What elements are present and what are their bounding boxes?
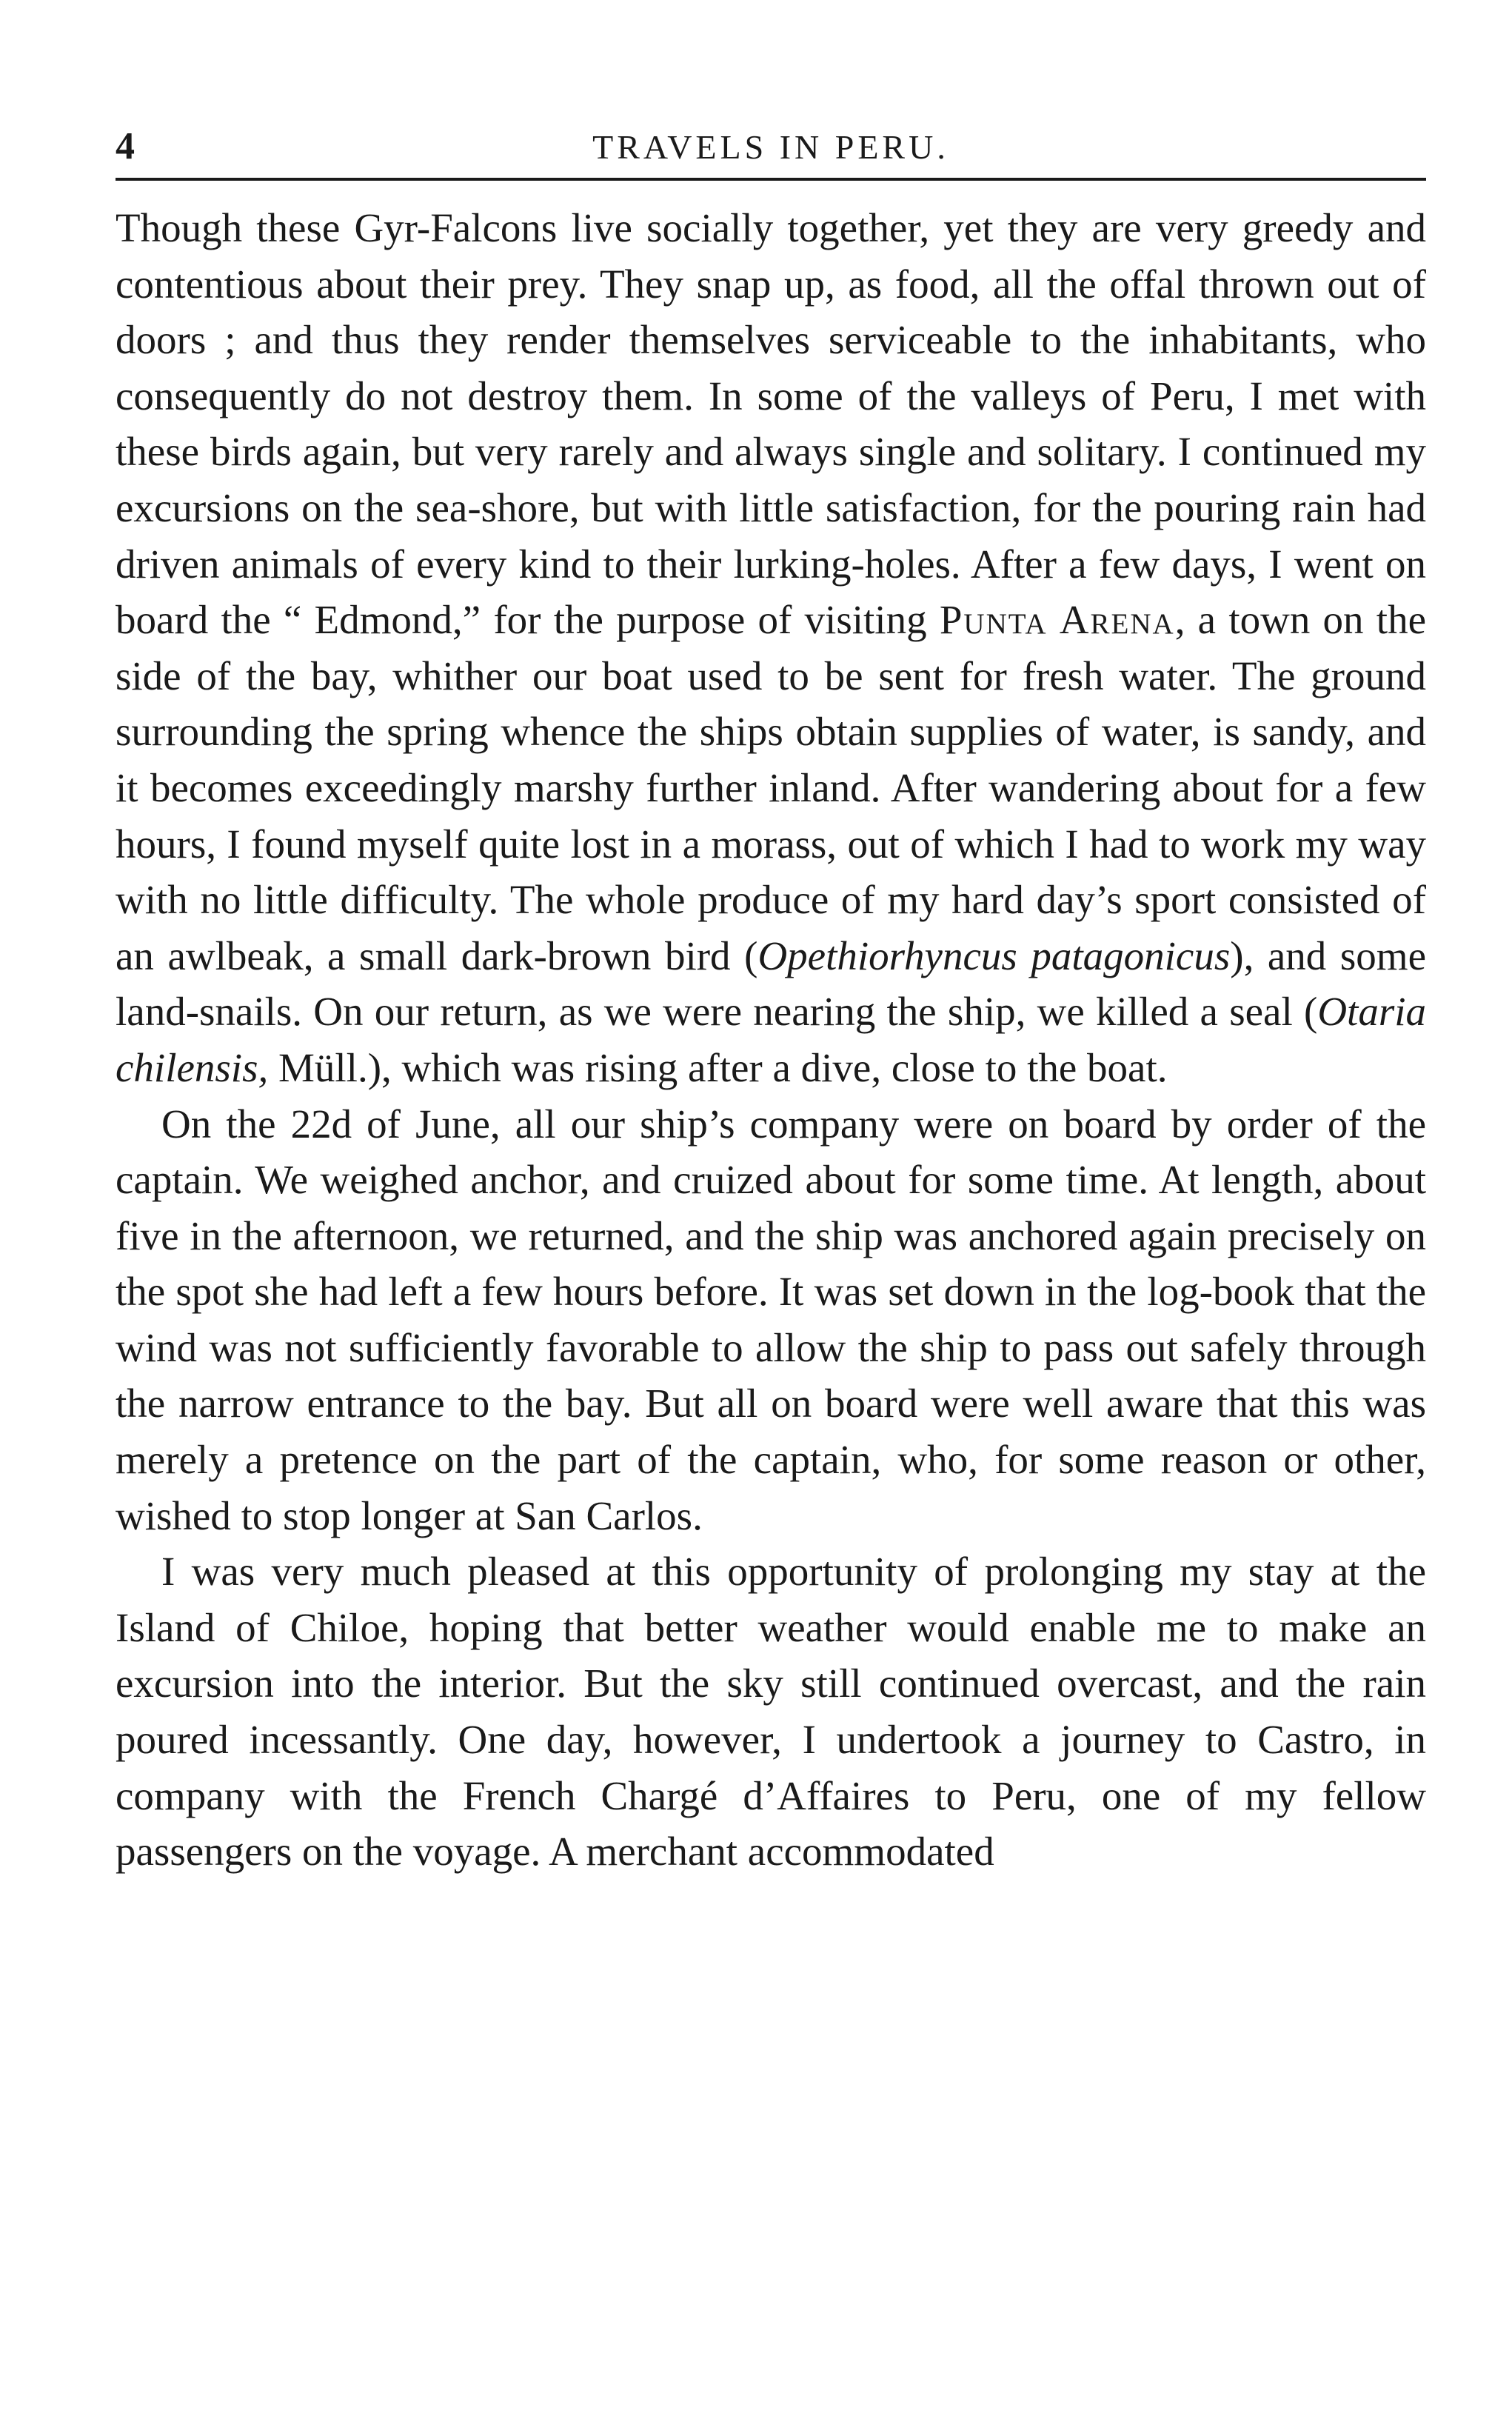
running-head [116, 111, 1426, 178]
text-run: , a town on the side of the bay, whither our boat used to be sent for fresh water. The ground surrounding the spring whence the ships obtain supplies of water, is sandy, and it becomes exceedingly marshy further inland. After wandering about for a few hours, I found myself quite lost in a morass, out of which I had to work my way with no little difficulty. The whole produce of my hard day’s sport consisted of an awlbeak, a small dark-brown bird ( [116, 597, 1426, 978]
italic-text: Otaria chilensis, [116, 989, 1426, 1090]
body-text [116, 200, 1426, 1880]
paragraph [116, 1544, 1426, 1880]
page-number: 4 [116, 125, 135, 167]
italic-text: Opethiorhyncus patagonicus [757, 932, 1231, 978]
text-run: I was very much pleased at this opportunity of prolonging my stay at the Island of Chiloe, hoping that better weather would enable me to make an excursion into the interior. But the sky still continued overcast, and the rain poured incessantly. One day, however, I undertook a journey to Castro, in company with the French Chargé d’Affaires to Peru, one of my fellow passengers on the voyage. A merchant accommodated [116, 1549, 1426, 1875]
text-run: Müll.), which was rising after a dive, close to the boat. [268, 1044, 1168, 1090]
header-rule [116, 178, 1426, 181]
smallcaps-text: Punta Arena [939, 597, 1175, 643]
paragraph [116, 200, 1426, 1096]
text-run: Though these Gyr-Falcons live socially together, yet they are very greedy and contentious about their prey. They snap up, as food, all the offal thrown out of doors ; and thus they render themselves serviceable to the inhabitants, who consequently do not destroy them. In some of the valleys of Peru, I met with these birds again, but very rarely and always single and solitary. I continued my excursions on the sea-shore, but with little satisfaction, for the pouring rain had driven animals of every kind to their lurking-holes. After a few days, I went on board the “ Edmond,” for the purpose of visiting [116, 205, 1426, 643]
text-run: ), and some land-snails. On our return, as we were nearing the ship, we killed a seal ( [116, 932, 1426, 1035]
book-page [116, 111, 1426, 1880]
text-run: On the 22d of June, all our ship’s company were on board by order of the captain. We weighed anchor, and cruized about for some time. At length, about five in the afternoon, we returned, and the ship was anchored again precisely on the spot she had left a few hours before. It was set down in the log-book that the wind was not sufficiently favorable to allow the ship to pass out safely through the narrow entrance to the bay. But all on board were well aware that this was merely a pretence on the part of the captain, who, for some reason or other, wished to stop longer at San Carlos. [116, 1101, 1426, 1538]
paragraph [116, 1096, 1426, 1544]
running-title: TRAVELS IN PERU. [592, 128, 949, 166]
